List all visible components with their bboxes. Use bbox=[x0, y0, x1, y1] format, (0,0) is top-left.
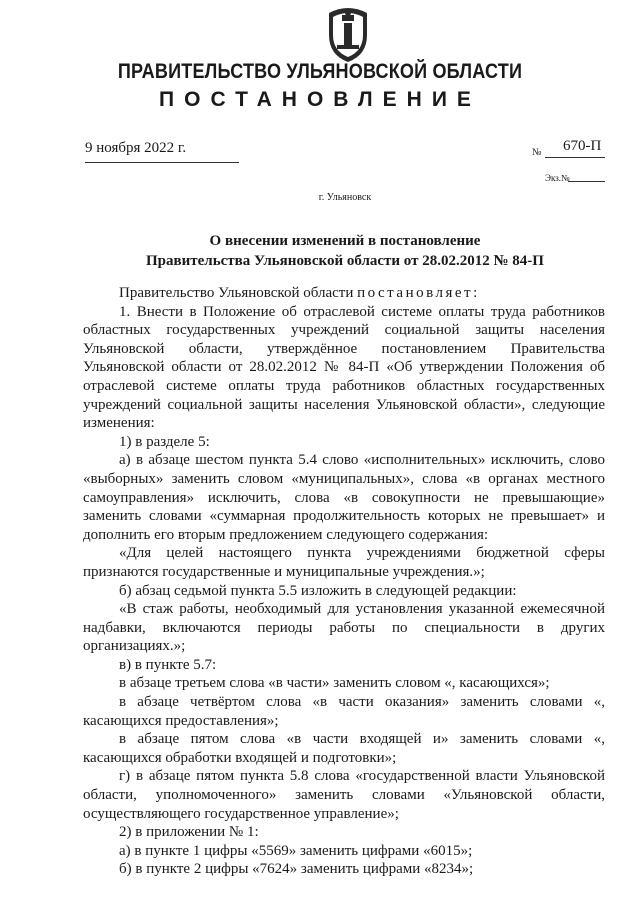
city: г. Ульяновск bbox=[318, 192, 372, 203]
paragraph: «В стаж работы, необходимый для установления указанной ежемесячной надбавки, включаются периоды работы по специальности в других организациях.»; bbox=[83, 601, 605, 655]
date-underline bbox=[85, 162, 239, 163]
preamble-verb: постановляет: bbox=[357, 285, 480, 301]
preamble-subject: Правительство Ульяновской области bbox=[119, 285, 354, 301]
organization-name: ПРАВИТЕЛЬСТВО УЛЬЯНОВСКОЙ ОБЛАСТИ bbox=[117, 60, 523, 83]
number-prefix: № bbox=[532, 147, 542, 158]
paragraph: в абзаце четвёртом слова «в части оказания» заменить словами «, касающихся предоставления»; bbox=[83, 694, 605, 729]
paragraph: в абзаце третьем слова «в части» заменить словом «, касающихся»; bbox=[119, 675, 550, 692]
paragraph: в абзаце пятом слова «в части входящей и» заменить словами «, касающихся обработки входящей и подготовки»; bbox=[83, 731, 605, 766]
document-number: 670-П bbox=[563, 138, 602, 154]
paragraph: а) в пункте 1 цифры «5569» заменить цифрами «6015»; bbox=[119, 842, 473, 859]
paragraph: б) в пункте 2 цифры «7624» заменить цифрами «8234»; bbox=[119, 861, 474, 878]
document-title bbox=[0, 231, 640, 271]
coat-of-arms-emblem bbox=[323, 5, 373, 63]
number-underline bbox=[545, 157, 605, 158]
document-date: 9 ноября 2022 г. bbox=[85, 140, 187, 156]
paragraph: а) в абзаце шестом пункта 5.4 слово «исполнительных» исключить, слово «выборных» заменить словом «муниципальных», слова «в органах местного самоуправления» исключить, слова «в совокупности не превышающие» заменить словами «суммарная продолжительность которых не превышает» и дополнить его вторым предложением следующего содержания: bbox=[83, 452, 605, 543]
document-type: ПОСТАНОВЛЕНИЕ bbox=[159, 88, 481, 111]
paragraph: г) в абзаце пятом пункта 5.8 слова «государственной власти Ульяновской области, уполномоченного» заменить словами «Ульяновской области, осуществляющего государственное управление»; bbox=[83, 768, 605, 822]
title-line-1: О внесении изменений в постановление bbox=[209, 233, 481, 249]
copy-number-underline bbox=[568, 181, 605, 182]
paragraph: 1) в разделе 5: bbox=[119, 433, 210, 450]
preamble bbox=[83, 284, 605, 303]
paragraph: в) в пункте 5.7: bbox=[119, 656, 217, 673]
paragraph: 1. Внести в Положение об отраслевой системе оплаты труда работников областных государственных учреждений социальной защиты населения Ульяновской области, утверждённое постановлением Правительства Ульяновской области от 28.02.2012 № 84-П «Об утверждении Положения об отраслевой системе оплаты труда работников областных государственных учреждений социальной защиты населения Ульяновской области», следующие изменения: bbox=[83, 303, 605, 432]
document-body bbox=[83, 284, 605, 879]
paragraph: «Для целей настоящего пункта учреждениями бюджетной сферы признаются государственные и муниципальные учреждения.»; bbox=[83, 545, 605, 580]
paragraph: 2) в приложении № 1: bbox=[119, 824, 259, 841]
copy-number-label: Экз.№ bbox=[545, 173, 570, 183]
title-line-2: Правительства Ульяновской области от 28.02.2012 № 84-П bbox=[146, 253, 544, 269]
paragraph: б) абзац седьмой пункта 5.5 изложить в следующей редакции: bbox=[119, 582, 517, 599]
